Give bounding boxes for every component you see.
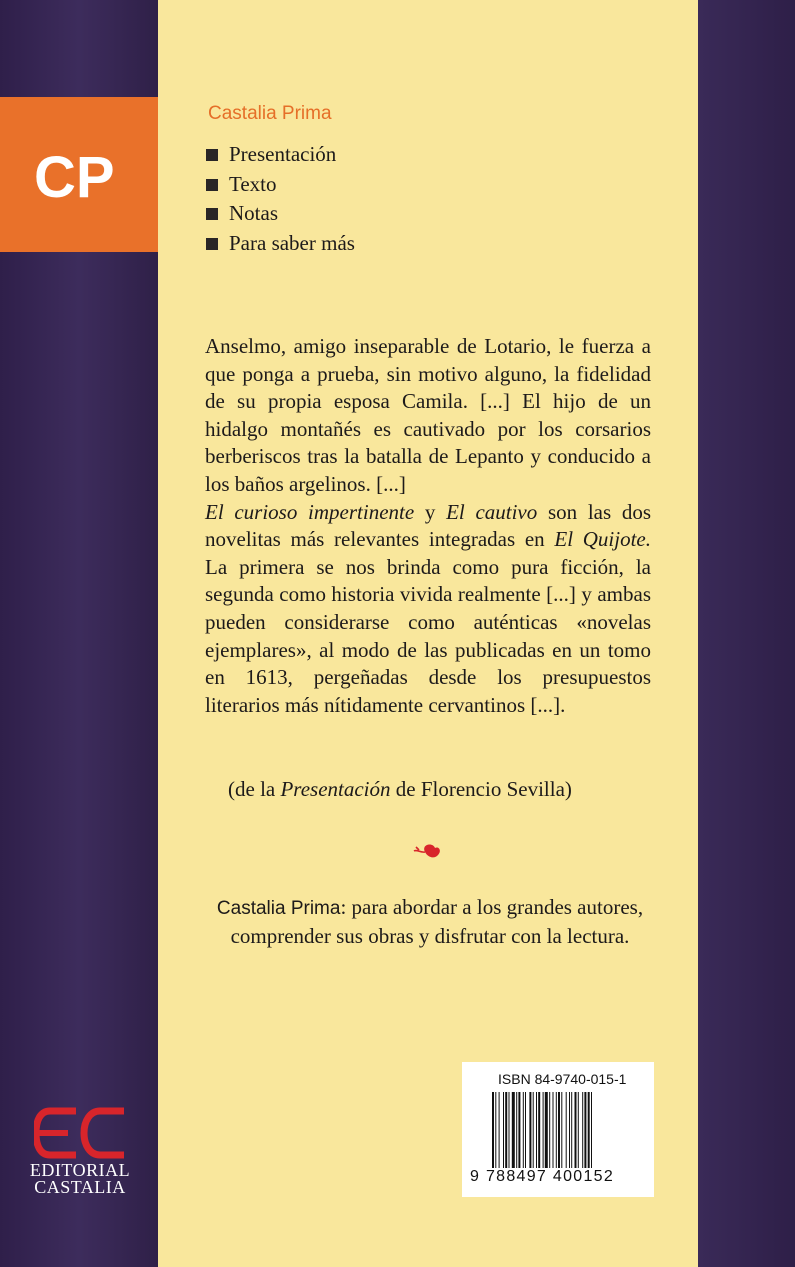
- tagline: Castalia Prima: para abordar a los grandes autores, comprender sus obras y disfrutar con la lectura.: [216, 895, 644, 948]
- attribution: (de la Presentación de Florencio Sevilla): [228, 777, 572, 801]
- contents-list: [206, 140, 355, 258]
- list-item: Presentación: [206, 140, 355, 170]
- bullet-square-icon: [206, 149, 218, 161]
- bullet-square-icon: [206, 238, 218, 250]
- series-name: Castalia Prima: [208, 103, 332, 124]
- right-purple-band: [698, 0, 795, 1267]
- fleuron-ornament-icon: [411, 842, 443, 862]
- ean-digits: 9 788497 400152: [470, 1168, 615, 1185]
- publisher-logo-icon: [34, 1103, 126, 1163]
- list-item: Para saber más: [206, 229, 355, 259]
- bullet-square-icon: [206, 179, 218, 191]
- barcode-box: [462, 1062, 654, 1197]
- list-item: Texto: [206, 170, 355, 200]
- publisher-name: EDITORIAL CASTALIA: [29, 1160, 131, 1197]
- barcode-icon: [492, 1092, 628, 1168]
- cp-logo-icon: [34, 145, 120, 205]
- svg-text:CP: CP: [34, 145, 115, 205]
- synopsis-paragraph-2: El curioso impertinente y El cautivo son las dos novelitas más relevantes integradas en El Quijote. La primera se nos brinda como pura ficción, la segunda como historia vivida realmente [...] y ambas pueden considerarse como auténticas «novelas ejemplares», al modo de las publicadas en un tomo en 1613, pergeñadas desde los presupuestos literarios más nítidamente cervantinos [...].: [205, 499, 652, 717]
- synopsis: [205, 333, 651, 719]
- synopsis-paragraph-1: Anselmo, amigo inseparable de Lotario, le fuerza a que ponga a prueba, sin motivo alguno, la fidelidad de su propia esposa Camila. [...] El hijo de un hidalgo montañés es cautivado por los corsarios berberiscos tras la batalla de Lepanto y conducido a los baños argelinos. [...]: [205, 334, 651, 496]
- list-item: Notas: [206, 199, 355, 229]
- bullet-square-icon: [206, 208, 218, 220]
- isbn-number: ISBN 84-9740-015-1: [498, 1071, 627, 1087]
